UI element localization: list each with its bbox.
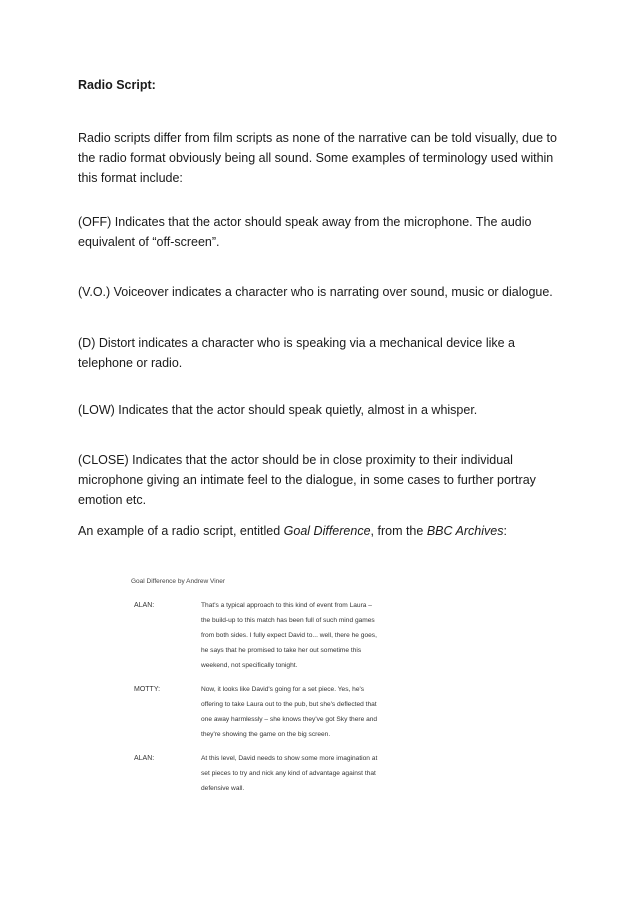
script-line: from both sides. I fully expect David to... well, there he goes, <box>201 632 377 639</box>
example-title: Goal Difference <box>283 524 371 538</box>
term-low: (LOW) Indicates that the actor should speak quietly, almost in a whisper. <box>78 403 478 417</box>
script-line: At this level, David needs to show some more imagination at <box>201 755 378 762</box>
script-line: the build-up to this match has been full of such mind games <box>201 617 375 624</box>
script-line: That's a typical approach to this kind of event from Laura – <box>201 602 372 609</box>
example-text-middle: , from the <box>370 524 427 538</box>
example-text-after: : <box>503 524 507 538</box>
example-source: BBC Archives <box>426 524 504 538</box>
intro-paragraph: Radio scripts differ from film scripts as none of the narrative can be told visually, due to the radio format obviously being all sound. Some examples of terminology used within this format include: <box>78 131 557 185</box>
script-excerpt-title: Goal Difference by Andrew Viner <box>131 578 226 585</box>
script-line: he says that he promised to take her out sometime this <box>201 647 362 654</box>
script-line: weekend, not specifically tonight. <box>201 662 298 669</box>
term-off: (OFF) Indicates that the actor should speak away from the microphone. The audio equivalent of “off-screen”. <box>78 215 532 249</box>
example-text-before: An example of a radio script, entitled <box>78 524 284 538</box>
script-excerpt-image <box>126 574 416 806</box>
section-heading: Radio Script: <box>78 78 156 92</box>
term-close: (CLOSE) Indicates that the actor should be in close proximity to their individual microphone giving an intimate feel to the dialogue, in some cases to further portray emotion etc. <box>78 453 536 507</box>
script-line: Now, it looks like David's going for a set piece. Yes, he's <box>201 686 365 693</box>
script-line: one away harmlessly – she knows they've got Sky there and <box>201 716 378 723</box>
example-paragraph <box>78 521 564 541</box>
script-speaker: ALAN: <box>134 602 155 609</box>
term-voiceover: (V.O.) Voiceover indicates a character who is narrating over sound, music or dialogue. <box>78 285 553 299</box>
script-speaker: ALAN: <box>134 755 155 762</box>
term-distort: (D) Distort indicates a character who is speaking via a mechanical device like a telephone or radio. <box>78 336 515 370</box>
script-line: defensive wall. <box>201 785 245 792</box>
script-line: offering to take Laura out to the pub, but she's deflected that <box>201 701 377 708</box>
script-line: they're showing the game on the big screen. <box>201 731 331 738</box>
script-line: set pieces to try and nick any kind of advantage against that <box>201 770 376 777</box>
script-speaker: MOTTY: <box>134 686 161 693</box>
